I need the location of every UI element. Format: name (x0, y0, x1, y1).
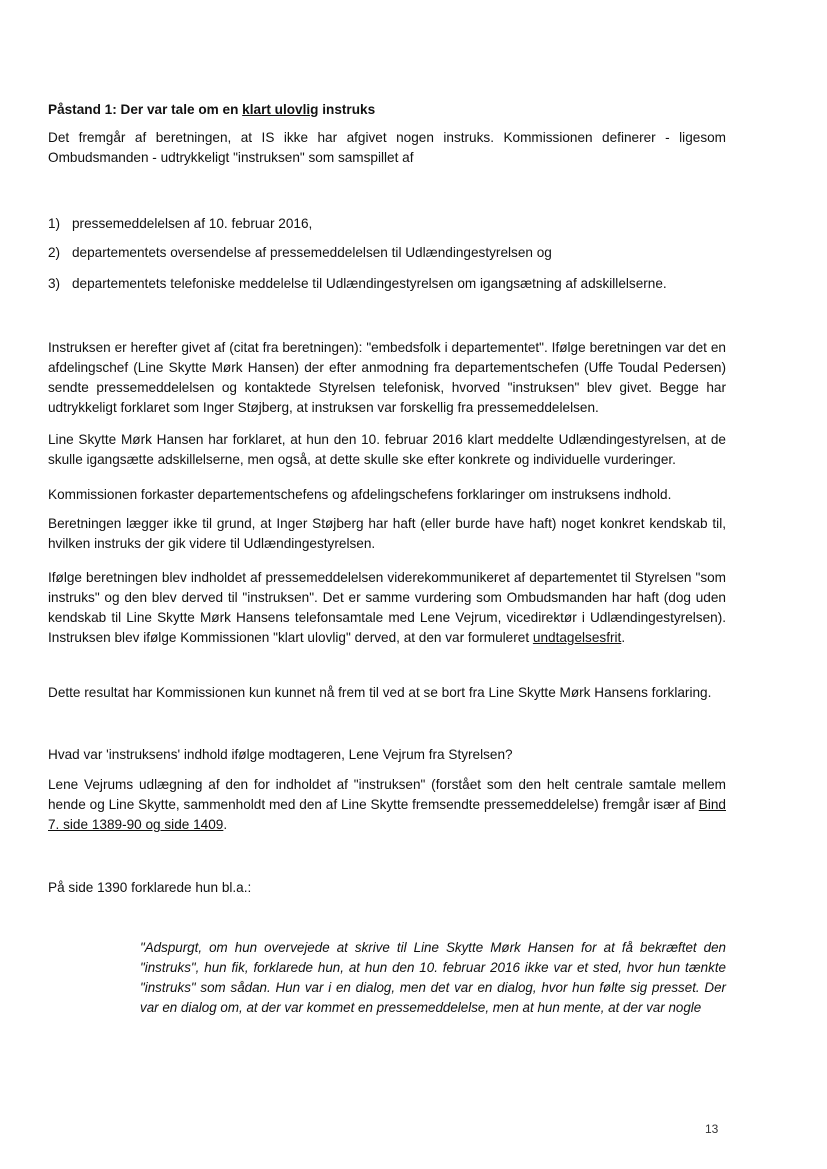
page-number: 13 (705, 1122, 719, 1136)
heading-suffix: instruks (318, 102, 376, 117)
paragraph-line-skytte: Line Skytte Mørk Hansen har forklaret, at hun den 10. februar 2016 klart meddelte Udlændingestyrelsen, at de skulle igangsætte adskillelserne, men også, at dette skulle ske efter konkrete og individuelle vurderinger. (48, 432, 726, 467)
reference-link-text: Bind 7. side 1389-90 og side 1409 (48, 797, 726, 832)
intro-paragraph: Det fremgår af beretningen, at IS ikke har afgivet nogen instruks. Kommissionen definerer - ligesom Ombudsmanden - udtrykkeligt "instruksen" som samspillet af (48, 130, 726, 165)
paragraph-text: Lene Vejrums udlægning af den for indholdet af "instruksen" (forstået som den helt centrale samtale mellem hende og Line Skytte, sammenholdt med den af Line Skytte fremsendte pressemeddelelse) fremgår især af (48, 777, 726, 812)
list-item (48, 214, 312, 234)
paragraph-ifolge (48, 568, 726, 648)
list-item (48, 274, 667, 294)
list-number: 2) (48, 245, 61, 260)
list-text: departementets oversendelse af pressemeddelelsen til Udlændingestyrelsen og (72, 245, 552, 260)
paragraph-question: Hvad var 'instruksens' indhold ifølge modtageren, Lene Vejrum fra Styrelsen? (48, 747, 513, 762)
paragraph-side-1390: På side 1390 forklarede hun bl.a.: (48, 880, 252, 895)
paragraph-suffix: . (223, 817, 228, 832)
heading-text: Påstand 1: Der var tale om en (48, 102, 243, 117)
list-number: 3) (48, 276, 61, 291)
list-item (48, 243, 552, 263)
paragraph-resultat: Dette resultat har Kommissionen kun kunnet nå frem til ved at se bort fra Line Skytte Mørk Hansens forklaring. (48, 685, 712, 700)
paragraph-vejrum (48, 775, 726, 835)
paragraph-kommissionen: Kommissionen forkaster departementschefens og afdelingschefens forklaringer om instruksens indhold. (48, 487, 672, 502)
block-quote: "Adspurgt, om hun overvejede at skrive til Line Skytte Mørk Hansen for at få bekræftet den "instruks", hun fik, forklarede hun, at hun den 10. februar 2016 ikke var et sted, hvor hun tænkte "instruks" som sådan. Hun var i en dialog, men det var en dialog, hvor hun følte sig presset. Der var en dialog om, at der var kommet en pressemeddelelse, men at hun mente, at der var nogle (140, 940, 726, 1015)
paragraph-text: Ifølge beretningen blev indholdet af pressemeddelelsen viderekommunikeret af departementet til Styrelsen "som instruks" og den blev derved til "instruksen". Det er samme vurdering som Ombudsmanden har haft (dog uden kendskab til Line Skytte Mørk Hansens telefonsamtale med Lene Vejrum, vicedirektør i Udlændingestyrelsen). Instruksen blev ifølge Kommissionen "klart ulovlig" derved, at den var formuleret (48, 570, 726, 645)
heading-underlined-text: klart ulovlig (242, 102, 319, 117)
section-heading (48, 100, 726, 120)
paragraph-suffix: . (621, 630, 626, 645)
underlined-text: undtagelsesfrit (532, 630, 622, 645)
paragraph-beretningen: Beretningen lægger ikke til grund, at Inger Støjberg har haft (eller burde have haft) noget konkret kendskab til, hvilken instruks der gik videre til Udlændingestyrelsen. (48, 516, 726, 551)
paragraph-instruksen: Instruksen er herefter givet af (citat fra beretningen): "embedsfolk i departementet". Ifølge beretningen var det en afdelingschef (Line Skytte Mørk Hansen) der efter anmodning fra departementschefen (Uffe Toudal Pedersen) sendte pressemeddelelsen og kontaktede Styrelsen telefonisk, hvorved "instruksen" blev givet. Begge har udtrykkeligt forklaret som Inger Støjberg, at instruksen var forskellig fra pressemeddelelsen. (48, 340, 726, 415)
list-text: departementets telefoniske meddelelse til Udlændingestyrelsen om igangsætning af adskillelserne. (72, 276, 667, 291)
list-number: 1) (48, 216, 61, 231)
list-text: pressemeddelelsen af 10. februar 2016, (72, 216, 313, 231)
